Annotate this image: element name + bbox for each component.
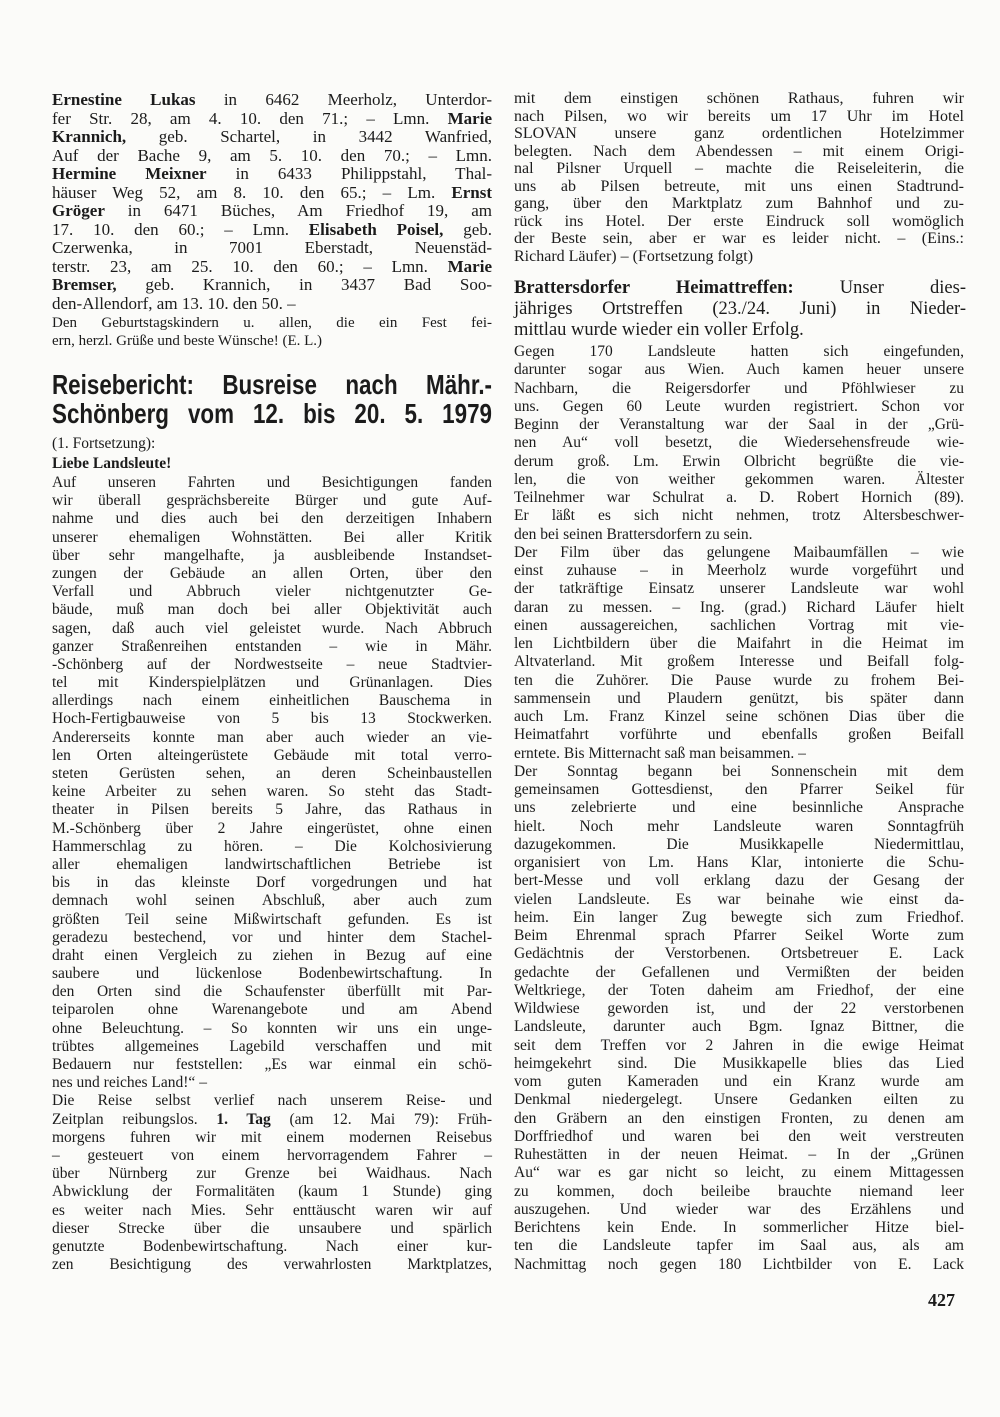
text-line: uns. Gegen 60 Leute wurden registriert. Schon vor bbox=[514, 397, 964, 415]
text-line: Die Reise selbst verlief nach unserem Reise- und bbox=[52, 1092, 492, 1110]
text-line: sammensein und Plaudern genützt, bis später dann bbox=[514, 689, 964, 707]
text-line: Andererseits konnte man aber auch wieder an vie- bbox=[52, 728, 492, 746]
text-line: bäude, muß man doch bei aller Objektivität auch bbox=[52, 601, 492, 619]
text-line: SLOVAN unsere ganz ordentlichen Hotelzimmer bbox=[514, 125, 964, 142]
text-line bbox=[52, 454, 492, 474]
bold-name: Ernst bbox=[451, 182, 492, 202]
bold-name: Ernestine Lukas bbox=[52, 90, 196, 109]
text-line: uns zelebrierte und eine besinnliche Ansprache bbox=[514, 799, 964, 817]
text-line: Hoch-Fertigbauweise von 5 bis 13 Stockwerken. bbox=[52, 710, 492, 728]
text-line: demnach wohl seinen Abschluß, aber auch zum bbox=[52, 892, 492, 910]
brattersdorf-report-body bbox=[514, 343, 964, 1274]
text-line: nach Pilsen, wo wir bereits um 17 Uhr im Hotel bbox=[514, 107, 964, 125]
text-line: M.-Schönberg über 2 Jahre eingerüstet, ohne einen bbox=[52, 819, 492, 837]
text-line: den Orten sind die Schaufenster überfüllt mit Par- bbox=[52, 983, 492, 1001]
text-line: hielt. Noch mehr Landsleute waren Sonntagfrüh bbox=[514, 817, 964, 835]
travel-report-body bbox=[52, 474, 492, 1274]
text-line bbox=[52, 202, 492, 221]
text-line: gedachte der Gefallenen und Vermißten der beiden bbox=[514, 963, 964, 981]
text-segment: in 6462 Meerholz, Unterdor- bbox=[195, 90, 492, 109]
text-line: mittlau wurde wieder ein voller Erfolg. bbox=[514, 320, 804, 340]
text-line: gemeinsamen Gottesdienst, den Pfarrer Seikel für bbox=[514, 781, 964, 798]
text-line: Schönberg vom 12. bis 20. 5. 1979 bbox=[52, 398, 492, 429]
text-line: allerdings nach einem einheitlichen Bauschema in bbox=[52, 692, 492, 710]
text-line: Nachbarn, die Reigersdorfer und Pföhlwieser zu bbox=[514, 379, 964, 397]
text-line bbox=[52, 276, 492, 295]
text-line bbox=[52, 258, 492, 277]
text-line: zu kommen, doch beileibe brauchte niemand leer bbox=[514, 1182, 964, 1200]
text-line: heimgekehrt sind. Die Musikkapelle blies das Lied bbox=[514, 1054, 964, 1072]
text-line: auszugehen. Und wieder war des Erzählens und bbox=[514, 1200, 964, 1218]
text-line bbox=[52, 184, 492, 203]
text-line bbox=[52, 91, 492, 110]
text-line: draht einen Vergleich zu ziehen in Bezug auf eine bbox=[52, 946, 492, 964]
text-line bbox=[52, 128, 492, 147]
text-line: zen Besichtigung des verwahrlosten Marktplatzes, bbox=[52, 1256, 492, 1274]
bold-name: Marie bbox=[447, 256, 492, 276]
article-headline bbox=[52, 370, 492, 428]
text-line: Reisebericht: Busreise nach Mähr.- bbox=[52, 369, 492, 400]
text-line: vielen Landsleute. Es war beinahe wie einst da- bbox=[514, 890, 964, 908]
text-segment: terstr. 23, am 25. 10. den 60.; – Lmn. bbox=[52, 256, 448, 276]
text-line: nal Pilsner Urquell – machte die Reiseleiterin, die bbox=[514, 160, 964, 177]
text-line: derum groß. Lm. Erwin Olbricht begrüßte die vie- bbox=[514, 452, 964, 470]
text-line: len Lichtbildern über die Maifahrt in die Heimat im bbox=[514, 635, 964, 652]
text-line: auch Lm. Franz Kinzel seine schönen Dias über die bbox=[514, 708, 964, 725]
bold-name: Marie bbox=[447, 108, 492, 128]
text-line: saubere und lückenlose Bodenbewirtschaftung. In bbox=[52, 965, 492, 983]
text-segment: Unser dies- bbox=[793, 278, 966, 298]
text-line: bert-Messe und voll erklang dazu der Gesang der bbox=[514, 872, 964, 890]
text-line: ohne Beleuchtung. – So konnten wir uns ein unge- bbox=[52, 1019, 492, 1037]
text-line: steten Gerüsten sehen, an deren Scheinbaustellen bbox=[52, 765, 492, 782]
bold-name: 1. Tag bbox=[216, 1110, 271, 1128]
text-line: gang, über den Marktplatz zum Bahnhof und zu- bbox=[514, 195, 964, 212]
text-segment: geb. bbox=[443, 219, 492, 239]
text-line: Berichtens kein Ende. In sommerlicher Hitze biel- bbox=[514, 1219, 964, 1236]
text-line: -Schönberg auf der Nordwestseite – neue Stadtvier- bbox=[52, 655, 492, 673]
bold-name: Liebe Landsleute! bbox=[52, 454, 172, 472]
text-line: Altvaterland. Mit großem Interesse und Beifall folg- bbox=[514, 653, 964, 671]
text-line bbox=[52, 165, 492, 184]
text-line: es weiter nach Mies. Sehr enttäuscht waren wir auf bbox=[52, 1201, 492, 1219]
text-line: Landsleute, darunter auch Bgm. Ignaz Bittner, die bbox=[514, 1018, 964, 1036]
text-line: mit dem einstigen schönen Rathaus, fuhren wir bbox=[514, 90, 964, 107]
text-line: Heimatfahrt vorführte und ebenfalls großen Beifall bbox=[514, 726, 964, 744]
text-segment: Zeitplan reibungslos. bbox=[52, 1110, 217, 1128]
text-line: Gedächtnis der Verstorbenen. Ortsbetreuer E. Lack bbox=[514, 945, 964, 963]
text-line: über Nürnberg zur Grenze bei Waidhaus. Nach bbox=[52, 1165, 492, 1183]
text-line: nes und reiches Land!“ – bbox=[52, 1074, 207, 1092]
text-line: den bei seinen Brattersdorfern zu sein. bbox=[514, 525, 753, 543]
text-segment: in 6471 Büches, Am Friedhof 19, am bbox=[104, 201, 492, 220]
text-line: Der Film über das gelungene Maibaumfällen – wie bbox=[514, 543, 964, 561]
text-segment: 17. 10. den 60.; – Lmn. bbox=[52, 219, 309, 239]
text-line: ganzer Straßenreihen entstanden – wie in Mähr. bbox=[52, 637, 492, 655]
text-segment: geb. Schartel, in 3442 Wanfried, bbox=[126, 127, 492, 146]
bold-name: Brattersdorfer Heimattreffen: bbox=[514, 278, 794, 298]
bold-name: Gröger bbox=[52, 201, 105, 220]
text-line: Auf der Bache 9, am 5. 10. den 70.; – Lmn. bbox=[52, 145, 492, 165]
text-line: nen Au“ voll besetzt, die Wiedersehensfreude wie- bbox=[514, 434, 964, 452]
text-line: jähriges Ortstreffen (23./24. Juni) in Nieder- bbox=[514, 299, 966, 319]
article-intro bbox=[52, 434, 492, 473]
text-line bbox=[514, 278, 966, 299]
text-line: Wildwiese geworden ist, und der 22 verstorbenen bbox=[514, 1000, 964, 1017]
text-line: aller ehemaligen landwirtschaftlichen Betriebe ist bbox=[52, 855, 492, 873]
text-line: Abwicklung der Formalitäten (kaum 1 Stunde) ging bbox=[52, 1183, 492, 1201]
text-line: len, die von weither gekommen waren. Ältester bbox=[514, 470, 964, 488]
text-line: seit dem Treffen vor 2 Jahren in die ewige Heimat bbox=[514, 1036, 964, 1054]
text-line: Weltkriege, der Toten daheim am Friedhof, der eine bbox=[514, 981, 964, 999]
text-line: Beginn der Veranstaltung war der Saal in der „Grü- bbox=[514, 416, 964, 433]
text-segment: (am 12. Mai 79): Früh- bbox=[270, 1110, 492, 1128]
text-line bbox=[52, 221, 492, 240]
text-line: geradezu bestechend, vor und hinter dem Stachel- bbox=[52, 928, 492, 946]
birthday-list bbox=[52, 91, 492, 313]
text-line: teiparolen ohne Warenangebote und am Abend bbox=[52, 1001, 492, 1019]
text-line: größten Teil seine Mißwirtschaft gefunden. Es ist bbox=[52, 910, 492, 928]
text-segment: häuser Weg 52, am 8. 10. den 65.; – Lm. bbox=[52, 182, 452, 202]
text-line: – gesteuert von einem hervorragendem Fahrer – bbox=[52, 1146, 492, 1164]
text-line: Beim Ehrenmal sprach Pfarrer Seikel Worte zum bbox=[514, 927, 964, 944]
text-line: daran zu messen. – Ing. (grad.) Richard Läufer hielt bbox=[514, 598, 964, 616]
text-line: der Beste sein, aber er war es leider nicht. – (Eins.: bbox=[514, 230, 964, 247]
text-line: Nachmittag noch gegen 180 Lichtbilder von E. Lack bbox=[514, 1255, 964, 1273]
text-line: Au“ war es gar nicht so leicht, zu einem Mittagessen bbox=[514, 1164, 964, 1182]
text-line: Gegen 170 Landsleute hatten sich eingefunden, bbox=[514, 343, 964, 360]
text-line: bis in das kleinste Dorf vorgedrungen und hat bbox=[52, 874, 492, 892]
text-line: erntete. Bis Mitternacht saß man beisammen. – bbox=[514, 744, 806, 762]
text-line: keine Arbeiter zu sehen waren. So steht das Stadt- bbox=[52, 783, 492, 801]
text-segment: fer Str. 28, am 4. 10. den 71.; – Lmn. bbox=[52, 108, 448, 128]
text-line: Ruhestätten in der neuen Heimat. – In der „Grünen bbox=[514, 1146, 964, 1163]
text-line: einen aussagereichen, sachlichen Vortrag mit vie- bbox=[514, 616, 964, 634]
text-line: Richard Läufer) – (Fortsetzung folgt) bbox=[514, 247, 754, 265]
text-line: organisiert von Lm. Hans Klar, intonierte die Schu- bbox=[514, 854, 964, 871]
text-line bbox=[52, 1111, 492, 1129]
text-line: zungen der Gebäude an allen Orten, über den bbox=[52, 564, 492, 582]
text-line: dieser Strecke über die unsaubere und spärlich bbox=[52, 1219, 492, 1237]
text-line: uns ab Pilsen betreute, mit uns einen Stadtrund- bbox=[514, 177, 964, 195]
text-line: Auf unseren Fahrten und Besichtigungen fanden bbox=[52, 474, 492, 491]
text-line: dazugekommen. Die Musikkapelle Niedermittlau, bbox=[514, 835, 964, 853]
travel-report-continuation bbox=[514, 90, 964, 265]
bold-name: Krannich, bbox=[52, 127, 127, 146]
birthday-greeting bbox=[52, 314, 492, 350]
text-line: ten die Zuhörer. Die Pause wurde zu frohem Bei- bbox=[514, 671, 964, 689]
text-line: (1. Fortsetzung): bbox=[52, 435, 156, 452]
text-line: Hammerschlag zu hören. – Die Kolchosivierung bbox=[52, 837, 492, 855]
text-line: Teilnehmer war Schulrat a. D. Robert Hornich (89). bbox=[514, 489, 964, 506]
text-line: heim. Ein langer Zug bewegte sich zum Friedhof. bbox=[514, 908, 964, 926]
text-line: sagen, daß auch viel geleistet wurde. Nach Abbruch bbox=[52, 619, 492, 637]
bold-name: Elisabeth Poisel, bbox=[308, 219, 444, 239]
text-line: nahme und dies auch bei den derzeitigen Inhabern bbox=[52, 510, 492, 528]
text-line: darunter sogar aus Wien. Auch kamen heuer unsere bbox=[514, 361, 964, 379]
text-line: über sehr mangelhafte, ja ausbleibende Instandset- bbox=[52, 546, 492, 564]
text-line: wir überall gesprächsbereite Bürger und gute Auf- bbox=[52, 492, 492, 510]
text-line: einst zuhause – in Meerholz wurde vorgeführt und bbox=[514, 562, 964, 579]
text-line: trübtes allgemeines Lagebild verschaffen und mit bbox=[52, 1037, 492, 1055]
bold-name: Bremser, bbox=[52, 275, 117, 294]
text-line: rück ins Hotel. Der erste Eindruck soll womöglich bbox=[514, 212, 964, 230]
text-line: Denkmal niedergelegt. Unsere Gedanken eilten zu bbox=[514, 1091, 964, 1109]
text-line: genutzte Bodenbewirtschaftung. Nach einer kur- bbox=[52, 1237, 492, 1255]
text-segment: geb. Krannich, in 3437 Bad Soo- bbox=[116, 275, 492, 294]
text-line: belegten. Nach dem Abendessen – mit einem Origi- bbox=[514, 142, 964, 160]
page-number: 427 bbox=[928, 1290, 955, 1310]
text-line: len Orten alteingerüstete Gebäude mit total verro- bbox=[52, 746, 492, 764]
text-line: tel mit Kinderspielplätzen und Grünanlagen. Dies bbox=[52, 674, 492, 692]
text-line: unserer ehemaligen Wohnstätten. Bei aller Kritik bbox=[52, 528, 492, 546]
text-line: Bedauern nur feststellen: „Es war einmal ein schö- bbox=[52, 1056, 492, 1073]
brattersdorf-heading bbox=[514, 278, 966, 341]
text-line: Dorffriedhof und waren bei den weit verstreuten bbox=[514, 1127, 964, 1145]
text-line: Den Geburtstagskindern u. allen, die ein Fest fei- bbox=[52, 315, 492, 331]
text-line: Er läßt es sich nicht nehmen, trotz Altersbeschwer- bbox=[514, 507, 964, 525]
text-line: Der Sonntag begann bei Sonnenschein mit dem bbox=[514, 762, 964, 780]
text-line: den Gräbern an den einstigen Fronten, zu denen am bbox=[514, 1109, 964, 1127]
text-line bbox=[52, 110, 492, 129]
text-line: ten die Landsleute tapfer im Saal aus, als am bbox=[514, 1237, 964, 1255]
text-line: ern, herzl. Grüße und beste Wünsche! (E. L.) bbox=[52, 333, 323, 349]
text-line: der tatkräftige Einsatz unserer Landsleute war wohl bbox=[514, 580, 964, 598]
text-line: theater in Pilsen bereits 5 Jahre, das Rathaus in bbox=[52, 801, 492, 819]
text-line: Czerwenka, in 7001 Eberstadt, Neuenstäd- bbox=[52, 238, 492, 257]
text-line: den-Allendorf, am 13. 10. den 50. – bbox=[52, 293, 296, 313]
text-line: vom guten Kameraden und ein Kranz wurde am bbox=[514, 1073, 964, 1090]
text-line: morgens fuhren wir mit einem modernen Reisebus bbox=[52, 1128, 492, 1146]
text-segment: in 6433 Philippstahl, Thal- bbox=[206, 164, 492, 183]
text-line: Verfall und Abbruch vieler nichtgenutzter Ge- bbox=[52, 583, 492, 601]
bold-name: Hermine Meixner bbox=[52, 164, 207, 183]
